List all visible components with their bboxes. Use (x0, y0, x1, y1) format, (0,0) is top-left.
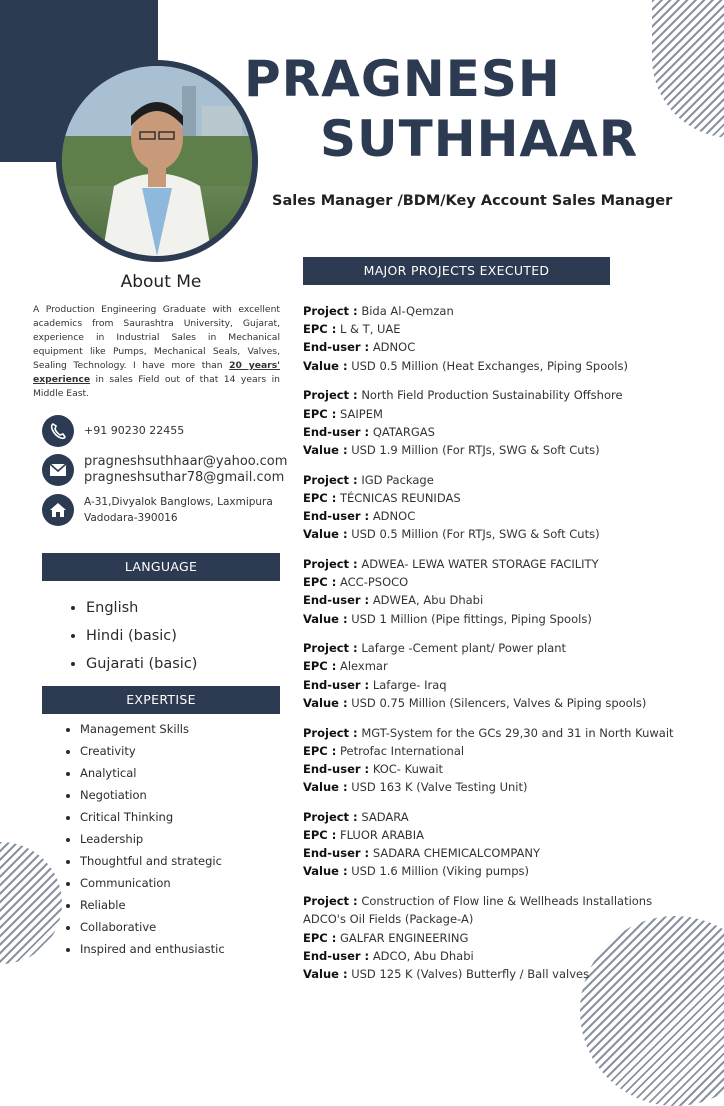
language-item: • Hindi (basic) (86, 622, 197, 650)
project-epc-label: EPC : (303, 575, 337, 590)
project-project-value: ADWEA- LEWA WATER STORAGE FACILITY (361, 556, 599, 571)
project-entry (303, 724, 708, 797)
project-value-row (303, 525, 708, 543)
project-value-label: Value : (303, 780, 348, 795)
project-enduser-row (303, 338, 708, 356)
project-value-row (303, 965, 708, 983)
project-enduser-value: ADNOC (372, 340, 416, 355)
project-value-value: USD 1.9 Million (For RTJs, SWG & Soft Cuts) (351, 442, 600, 457)
profile-photo-frame (56, 60, 258, 262)
project-value-row (303, 357, 708, 375)
project-enduser-label: End-user : (303, 509, 370, 524)
striped-decoration-bottom-left (0, 842, 62, 964)
expertise-list (62, 718, 225, 960)
project-value-label: Value : (303, 358, 348, 373)
project-enduser-row (303, 760, 708, 778)
project-project-label: Project : (303, 809, 358, 824)
project-enduser-row (303, 676, 708, 694)
phone-number: +91 90230 22455 (84, 424, 185, 437)
project-project-row (303, 808, 708, 826)
project-project-row (303, 892, 708, 910)
contact-email (42, 454, 287, 486)
project-project-label: Project : (303, 894, 358, 909)
language-heading: LANGUAGE (42, 553, 280, 581)
project-epc-label: EPC : (303, 406, 337, 421)
project-project-row (303, 555, 708, 573)
email-secondary[interactable]: pragneshsuthar78@gmail.com (84, 470, 285, 485)
project-value-label: Value : (303, 967, 348, 981)
project-value-label: Value : (303, 442, 348, 457)
project-epc-value: ACC-PSOCO (339, 575, 409, 590)
project-value-label: Value : (303, 695, 348, 710)
expertise-heading: EXPERTISE (42, 686, 280, 714)
project-value-label: Value : (303, 864, 348, 879)
project-epc-label: EPC : (303, 490, 337, 505)
project-entry (303, 555, 708, 628)
expertise-item: • Management Skills (80, 718, 225, 740)
expertise-item: • Inspired and enthusiastic (80, 938, 225, 960)
project-epc-value: FLUOR ARABIA (339, 828, 424, 843)
project-enduser-value: QATARGAS (372, 424, 435, 439)
last-name: SUTHHAAR (320, 110, 639, 168)
project-enduser-label: End-user : (303, 846, 370, 861)
expertise-item: • Collaborative (80, 916, 225, 938)
project-project-value: North Field Production Sustainability Offshore (361, 388, 623, 403)
project-value-row (303, 862, 708, 880)
project-value-value: USD 163 K (Valve Testing Unit) (351, 780, 528, 795)
project-epc-value: Petrofac International (339, 743, 465, 758)
project-value-row (303, 778, 708, 796)
project-value-label: Value : (303, 611, 348, 626)
project-epc-row (303, 929, 708, 947)
project-value-value: USD 0.5 Million (For RTJs, SWG & Soft Cuts) (351, 527, 600, 542)
phone-icon (42, 415, 74, 447)
project-entry (303, 892, 708, 983)
project-epc-label: EPC : (303, 930, 337, 945)
expertise-item: • Negotiation (80, 784, 225, 806)
project-entry (303, 302, 708, 375)
project-entry (303, 386, 708, 459)
address-line-1: A-31,Divyalok Banglows, Laxmipura (84, 496, 273, 508)
project-epc-label: EPC : (303, 659, 337, 674)
project-epc-label: EPC : (303, 322, 337, 337)
experience-highlight: 20 years' experience (33, 360, 280, 385)
project-epc-row (303, 320, 708, 338)
language-item: • English (86, 594, 197, 622)
job-title: Sales Manager /BDM/Key Account Sales Manager (272, 193, 673, 209)
project-project-row (303, 386, 708, 404)
project-project-row (303, 471, 708, 489)
striped-decoration-top-right (652, 0, 724, 138)
expertise-item: • Analytical (80, 762, 225, 784)
project-epc-value: GALFAR ENGINEERING (339, 930, 469, 945)
project-epc-value: Alexmar (339, 659, 388, 674)
project-project-value: IGD Package (361, 472, 434, 487)
project-project-label: Project : (303, 304, 358, 318)
contact-address (42, 494, 273, 526)
first-name: PRAGNESH (244, 50, 561, 108)
project-enduser-value: SADARA CHEMICALCOMPANY (372, 846, 541, 861)
project-value-value: USD 1 Million (Pipe fittings, Piping Spools) (351, 611, 592, 626)
project-project-row (303, 302, 708, 320)
project-epc-row (303, 489, 708, 507)
project-project-value: Bida Al-Qemzan (361, 304, 454, 318)
project-value-label: Value : (303, 527, 348, 542)
project-epc-row (303, 573, 708, 591)
project-epc-row (303, 826, 708, 844)
projects-heading: MAJOR PROJECTS EXECUTED (303, 257, 610, 285)
expertise-item: • Critical Thinking (80, 806, 225, 828)
project-enduser-row (303, 507, 708, 525)
project-enduser-value: ADWEA, Abu Dhabi (372, 593, 484, 608)
project-entry (303, 471, 708, 544)
address-line-2: Vadodara-390016 (84, 512, 178, 524)
project-epc-value: L & T, UAE (339, 322, 401, 337)
project-epc-value: TÉCNICAS REUNIDAS (339, 490, 461, 505)
project-project-value: SADARA (361, 809, 409, 824)
language-item: • Gujarati (basic) (86, 650, 197, 678)
project-enduser-value: KOC- Kuwait (372, 761, 444, 776)
project-enduser-label: End-user : (303, 424, 370, 439)
project-enduser-row (303, 591, 708, 609)
project-enduser-label: End-user : (303, 761, 370, 776)
expertise-item: • Reliable (80, 894, 225, 916)
contact-phone (42, 415, 184, 447)
expertise-item: • Communication (80, 872, 225, 894)
project-enduser-row (303, 423, 708, 441)
email-primary[interactable]: pragneshsuthhaar@yahoo.com (84, 454, 288, 469)
project-entry (303, 808, 708, 881)
project-epc-value: SAIPEM (339, 406, 383, 421)
project-enduser-row (303, 844, 708, 862)
project-value-value: USD 1.6 Million (Viking pumps) (351, 864, 530, 879)
project-epc-row (303, 742, 708, 760)
project-epc-row (303, 657, 708, 675)
project-project-label: Project : (303, 388, 358, 403)
language-list (66, 594, 197, 678)
project-value-row (303, 610, 708, 628)
about-text: A Production Engineering Graduate with excellent academics from Saurashtra University, Gujarat, experience in Industrial Sales in Mechanical equipment like Pumps, Mechanical Seals, Valves, Sealing Technology. I have more than 20 years' experience in sales Field out of that 14 years in Middle East. (33, 304, 280, 399)
project-enduser-label: End-user : (303, 677, 370, 692)
expertise-item: • Thoughtful and strategic (80, 850, 225, 872)
expertise-item: • Creativity (80, 740, 225, 762)
project-project-value: MGT-System for the GCs 29,30 and 31 in North Kuwait (361, 725, 674, 740)
project-entry (303, 639, 708, 712)
project-project-value: Lafarge -Cement plant/ Power plant (361, 641, 567, 656)
project-enduser-label: End-user : (303, 593, 370, 608)
project-project-label: Project : (303, 725, 358, 740)
project-enduser-value: ADCO, Abu Dhabi (372, 948, 474, 963)
profile-photo (62, 66, 252, 256)
project-value-value: USD 0.5 Million (Heat Exchanges, Piping Spools) (351, 358, 628, 373)
project-epc-row (303, 405, 708, 423)
project-project-label: Project : (303, 472, 358, 487)
project-name-continued: ADCO's Oil Fields (Package-A) (303, 912, 474, 927)
project-project-row (303, 639, 708, 657)
project-enduser-value: ADNOC (372, 509, 416, 524)
project-epc-label: EPC : (303, 743, 337, 758)
project-project-label: Project : (303, 556, 358, 571)
project-project-value: Construction of Flow line & Wellheads Installations (361, 894, 653, 909)
project-value-row (303, 694, 708, 712)
home-icon (42, 494, 74, 526)
project-enduser-label: End-user : (303, 948, 370, 963)
project-value-row (303, 441, 708, 459)
project-value-value: USD 125 K (Valves) Butterfly / Ball valves (351, 967, 590, 981)
expertise-item: • Leadership (80, 828, 225, 850)
about-heading: About Me (120, 272, 202, 292)
projects-list (303, 302, 708, 995)
project-enduser-label: End-user : (303, 340, 370, 355)
project-project-row (303, 724, 708, 742)
project-epc-label: EPC : (303, 828, 337, 843)
project-value-value: USD 0.75 Million (Silencers, Valves & Piping spools) (351, 695, 647, 710)
project-enduser-row (303, 947, 708, 965)
mail-icon (42, 454, 74, 486)
project-project-label: Project : (303, 641, 358, 656)
project-enduser-value: Lafarge- Iraq (372, 677, 447, 692)
